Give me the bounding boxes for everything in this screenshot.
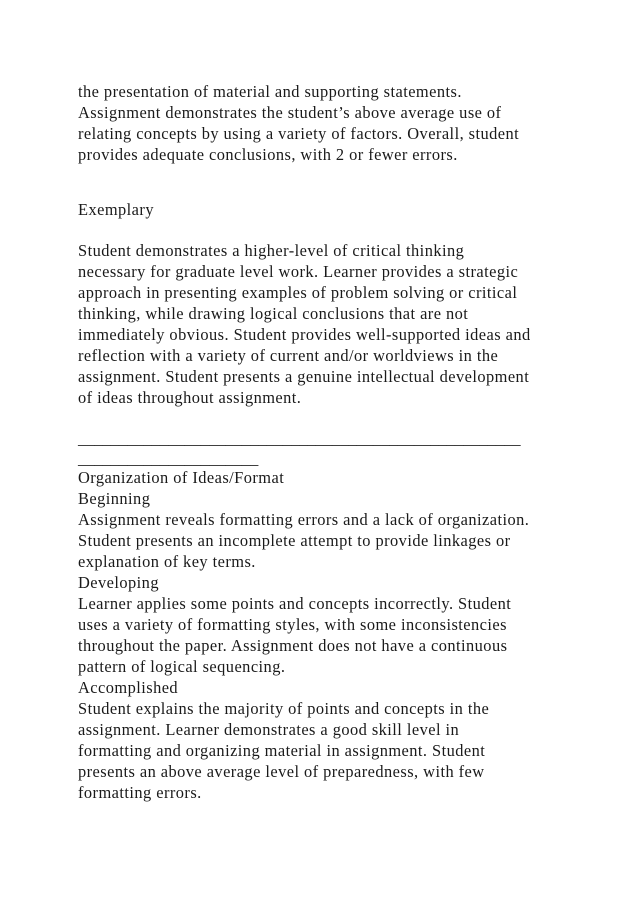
text-line: formatting errors. [78, 783, 202, 802]
divider-line: ______________________ [78, 449, 259, 468]
text-line: provides adequate conclusions, with 2 or fewer errors. [78, 145, 458, 164]
text-line: formatting and organizing material in assignment. Student [78, 741, 486, 760]
text-line: pattern of logical sequencing. [78, 657, 286, 676]
text-line: Assignment reveals formatting errors and a lack of organization. [78, 510, 530, 529]
text-line: necessary for graduate level work. Learner provides a strategic [78, 262, 519, 281]
text-line: assignment. Learner demonstrates a good skill level in [78, 720, 460, 739]
text-line: uses a variety of formatting styles, with some inconsistencies [78, 615, 507, 634]
text-line: relating concepts by using a variety of factors. Overall, student [78, 124, 520, 143]
level-heading-accomplished: Accomplished [78, 678, 179, 697]
text-line: approach in presenting examples of problem solving or critical [78, 283, 518, 302]
text-line: of ideas throughout assignment. [78, 388, 302, 407]
section-heading-organization: Organization of Ideas/Format [78, 468, 285, 487]
level-heading-beginning: Beginning [78, 489, 151, 508]
text-line: throughout the paper. Assignment does not have a continuous [78, 636, 508, 655]
text-line: thinking, while drawing logical conclusions that are not [78, 304, 469, 323]
text-line: Assignment demonstrates the student’s above average use of [78, 103, 502, 122]
level-heading-developing: Developing [78, 573, 159, 592]
text-line: assignment. Student presents a genuine intellectual development [78, 367, 530, 386]
text-line: Student explains the majority of points and concepts in the [78, 699, 490, 718]
text-line: presents an above average level of preparedness, with few [78, 762, 485, 781]
text-line: explanation of key terms. [78, 552, 256, 571]
section-heading-exemplary: Exemplary [78, 200, 154, 219]
text-line: immediately obvious. Student provides well-supported ideas and [78, 325, 531, 344]
text-line: the presentation of material and supporting statements. [78, 82, 462, 101]
text-line: Student demonstrates a higher-level of critical thinking [78, 241, 465, 260]
divider-line: ______________________________________________________ [78, 429, 521, 448]
text-line: reflection with a variety of current and/or worldviews in the [78, 346, 499, 365]
text-line: Learner applies some points and concepts incorrectly. Student [78, 594, 512, 613]
text-line: Student presents an incomplete attempt to provide linkages or [78, 531, 511, 550]
